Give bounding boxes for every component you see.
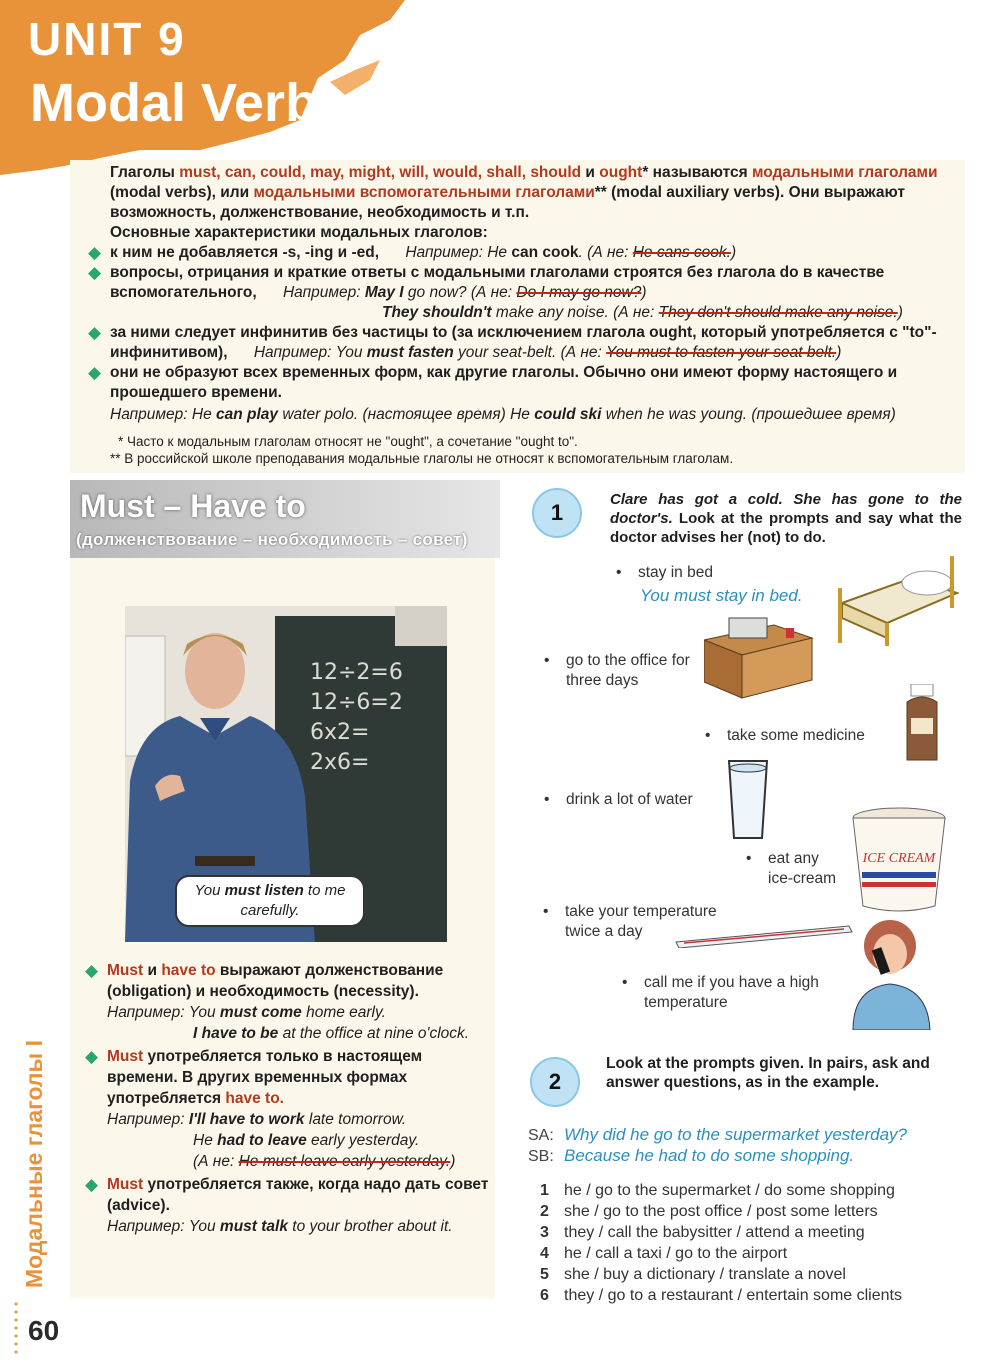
wrong-example: They don't should make any noise.	[658, 304, 898, 321]
rule-3-text: за ними следует инфинитив без частицы to (за исключением глагола ought, который употребляется с "to"-инфинитивом),	[110, 324, 937, 361]
list-item	[540, 1285, 902, 1306]
example-tail: home early.	[301, 1004, 386, 1021]
prompt-text: eat any ice-cream	[768, 850, 837, 887]
rule-2-example-3	[107, 1151, 492, 1172]
instruction-bold: Look at the prompts and say what the doctor advises her (not) to do.	[610, 510, 962, 546]
example-label: Например: You	[107, 1004, 220, 1021]
prompt-go-to-office	[544, 651, 706, 691]
medicine-bottle-icon	[903, 684, 941, 762]
item-number: 2	[540, 1203, 549, 1220]
example-bold: must come	[219, 1004, 302, 1021]
dialogue-sa	[528, 1125, 907, 1145]
item-number: 4	[540, 1245, 549, 1262]
exercise-2-number: 2	[530, 1057, 580, 1107]
ice-cream-label: ICE CREAM	[862, 851, 936, 866]
intro-text-a: Глаголы	[110, 164, 180, 181]
rule-1-text: к ним не добавляется -s, -ing и -ed,	[110, 244, 380, 261]
prompt-medicine	[705, 726, 865, 746]
thermometer-icon	[674, 922, 854, 948]
characteristics-heading: Основные характеристики модальных глаголов:	[110, 224, 488, 241]
rule-2-text: вопросы, отрицания и краткие ответы с модальными глаголами строятся без глагола do в качестве вспомогательного,	[110, 264, 885, 301]
office-desk-icon	[704, 600, 814, 700]
example-bold: I have to be	[193, 1025, 279, 1042]
example-bold: must fasten	[366, 344, 454, 361]
bullet-dot: •	[543, 903, 549, 920]
must-rule-3	[85, 1174, 492, 1216]
example-tail: late tomorrow.	[304, 1111, 407, 1128]
prompt-text: take some medicine	[727, 727, 865, 744]
diamond-bullet-icon: ◆	[88, 243, 102, 262]
rule-1-example-1	[107, 1002, 492, 1023]
rule-2-example-2	[107, 1130, 492, 1151]
example-bold: May I	[364, 284, 404, 301]
example-close: )	[836, 344, 842, 361]
rule-text: выражают долженствование (obligation) и необходимость (necessity).	[107, 962, 444, 1000]
example-tail: go now? (А не:	[403, 284, 517, 301]
prompt-stay-in-bed	[616, 563, 713, 583]
bullet-dot: •	[746, 850, 752, 867]
rule-bullet-3	[88, 323, 960, 363]
board-line: 12÷2=6	[310, 660, 403, 685]
item-number: 5	[540, 1266, 549, 1283]
diamond-bullet-icon: ◆	[85, 1047, 99, 1066]
prompt-text: go to the office for three days	[566, 652, 690, 689]
doctor-on-phone-icon	[848, 918, 934, 1030]
board-line: 2x6=	[310, 750, 370, 775]
must-word: Must	[107, 962, 144, 979]
example-bold: could ski	[534, 406, 602, 423]
unit-title: Modal Verbs I	[30, 73, 379, 133]
exercise-2-instructions: Look at the prompts given. In pairs, ask and answer questions, as in the example.	[606, 1055, 930, 1091]
item-text: they / go to a restaurant / entertain some clients	[564, 1287, 902, 1304]
dotted-decoration	[8, 1300, 24, 1360]
item-number: 3	[540, 1224, 549, 1241]
rule-text: употребляется также, когда надо дать совет (advice).	[107, 1176, 489, 1214]
item-number: 1	[540, 1182, 549, 1199]
prompt-text: call me if you have a high temperature	[644, 974, 819, 1011]
modal-verbs-term: модальными глаголами	[751, 164, 938, 181]
example-close: )	[730, 244, 737, 261]
prompt-call-me	[622, 973, 854, 1013]
example-bold: must talk	[219, 1218, 288, 1235]
intro-paragraph	[110, 163, 960, 223]
speech-bubble	[175, 875, 365, 927]
board-line: 12÷6=2	[310, 690, 403, 715]
example-label: Например: He	[405, 244, 512, 261]
diamond-bullet-icon: ◆	[88, 263, 102, 282]
ice-cream-tub-icon	[850, 806, 948, 914]
prompt-text: take your temperature twice a day	[565, 903, 717, 940]
bullet-dot: •	[544, 791, 550, 808]
side-chapter-label	[10, 990, 50, 1290]
example-tail: to your brother about it.	[287, 1218, 453, 1235]
must-heading: Must – Have to	[80, 488, 306, 524]
example-close: )	[641, 284, 647, 301]
example-label: Например:	[282, 284, 365, 301]
example-label: Например: You	[253, 344, 367, 361]
board-line: 6x2=	[310, 720, 370, 745]
example-bold: can play	[216, 406, 279, 423]
rule-text: употребляется только в настоящем времени. В других временных формах употребляется	[107, 1048, 423, 1107]
bullet-dot: •	[616, 564, 622, 581]
example-tail: early yesterday.	[306, 1132, 420, 1149]
wrong-example: He cans cook.	[632, 244, 731, 261]
item-text: she / go to the post office / post some letters	[564, 1203, 878, 1220]
diamond-bullet-icon: ◆	[88, 323, 102, 342]
modal-aux-term: модальными вспомогательными глаголами	[253, 184, 595, 201]
intro-text-c: * называются	[642, 164, 752, 181]
item-text: he / call a taxi / go to the airport	[564, 1245, 788, 1262]
bullet-dot: •	[544, 652, 550, 669]
rule-bullet-4	[88, 363, 960, 403]
bed-icon	[832, 548, 960, 648]
page-number: 60	[28, 1315, 60, 1346]
intro-text-e: ** (modal auxiliary verbs). Они выражают возможность, долженствование, необходимость и т.п.	[110, 184, 905, 221]
ought-word: ought	[599, 164, 643, 181]
rule-3-example	[107, 1216, 492, 1237]
bullet-dot: •	[622, 974, 628, 991]
list-item	[540, 1264, 902, 1285]
example-label: Например: He	[110, 406, 217, 423]
intro-text-d: (modal verbs), или	[110, 184, 254, 201]
example-mid: water polo. (настоящее время) He	[278, 406, 535, 423]
must-rule-2	[85, 1046, 492, 1109]
intro-text-b: и	[581, 164, 600, 181]
and-word: и	[143, 962, 162, 979]
item-text: he / go to the supermarket / do some shopping	[564, 1182, 895, 1199]
instruction-italic: Clare has got a cold. She has gone to the doctor's.	[610, 491, 962, 527]
speech-text-b: to me carefully.	[240, 882, 346, 919]
example-label: Например:	[107, 1111, 189, 1128]
item-text: they / call the babysitter / attend a meeting	[564, 1224, 865, 1241]
rule-2-example-line	[110, 303, 960, 323]
unit-number: UNIT 9	[28, 13, 186, 65]
must-word: Must	[107, 1176, 144, 1193]
example-close: )	[897, 304, 903, 321]
example-tail: at the office at nine o'clock.	[278, 1025, 470, 1042]
exercise-1-instructions	[610, 490, 962, 547]
speaker-label: SB:	[528, 1148, 554, 1165]
example-bold: can cook	[511, 244, 579, 261]
list-item	[540, 1201, 902, 1222]
rule-4-text: они не образуют всех временных форм, как другие глаголы. Обычно они имеют форму настоящего и прошедшего времени.	[110, 364, 898, 401]
example-bold: I'll have to work	[188, 1111, 305, 1128]
dialogue-question: Why did he go to the supermarket yesterday?	[564, 1125, 908, 1144]
dialogue-sb	[528, 1146, 854, 1166]
exercise-1-number: 1	[532, 488, 582, 538]
speech-bold: must listen	[224, 882, 304, 899]
diamond-bullet-icon: ◆	[88, 363, 102, 382]
must-subheading: (долженствование – необходимость – совет)	[76, 530, 468, 549]
prompt-text: stay in bed	[638, 564, 713, 581]
blackboard-equations	[310, 658, 403, 778]
footnote-2: ** В российской школе преподавания модальные глаголы не относят к вспомогательным глаголам.	[110, 451, 734, 466]
rule-2-example-1	[107, 1109, 492, 1130]
example-label: Например: You	[107, 1218, 220, 1235]
prompt-water	[544, 790, 693, 810]
prompt-ice-cream	[746, 849, 848, 889]
example-bold: They shouldn't	[382, 304, 492, 321]
bullet-dot: •	[705, 727, 711, 744]
wrong-example: You must to fasten your seat belt.	[606, 344, 837, 361]
example-tail: make any noise. (А не:	[491, 304, 659, 321]
diamond-bullet-icon: ◆	[85, 961, 99, 980]
modal-verbs-list: must, can, could, may, might, will, would, shall, should	[179, 164, 582, 181]
wrong-example: Do I may go now?	[516, 284, 642, 301]
example-tail: when he was young. (прошедшее время)	[601, 406, 896, 423]
exercise-2-list	[540, 1180, 902, 1306]
example-answer: You must stay in bed.	[640, 586, 803, 605]
item-text: she / buy a dictionary / translate a novel	[564, 1266, 846, 1283]
side-label-text: Модальные глаголы I	[21, 1040, 47, 1288]
example-pre: (А не:	[193, 1153, 239, 1170]
speech-text-a: You	[194, 882, 225, 899]
speaker-label: SA:	[528, 1127, 554, 1144]
list-item	[540, 1222, 902, 1243]
water-glass-icon	[726, 758, 770, 840]
example-pre: He	[193, 1132, 218, 1149]
rule-4-example	[110, 405, 960, 425]
have-to-word: have to	[161, 962, 216, 979]
rule-1-example-2	[107, 1023, 492, 1044]
example-bold: had to leave	[217, 1132, 307, 1149]
wrong-example: He must leave early yesterday.	[238, 1153, 451, 1170]
item-number: 6	[540, 1287, 549, 1304]
diamond-bullet-icon: ◆	[85, 1175, 99, 1194]
list-item	[540, 1180, 902, 1201]
example-tail: . (А не:	[578, 244, 633, 261]
must-word: Must	[107, 1048, 144, 1065]
have-to-word: have to.	[225, 1090, 284, 1107]
example-tail: your seat-belt. (А не:	[453, 344, 607, 361]
list-item	[540, 1243, 902, 1264]
rule-bullet-2	[88, 263, 960, 303]
intro-text	[88, 163, 960, 467]
footnote-1: * Часто к модальным глаголам относят не "ought", а сочетание "ought to".	[118, 434, 578, 449]
prompt-text: drink a lot of water	[566, 791, 693, 808]
must-rules	[85, 960, 492, 1237]
example-close: )	[450, 1153, 456, 1170]
dialogue-answer: Because he had to do some shopping.	[564, 1146, 855, 1165]
rule-bullet-1	[88, 243, 960, 263]
must-rule-1	[85, 960, 492, 1002]
